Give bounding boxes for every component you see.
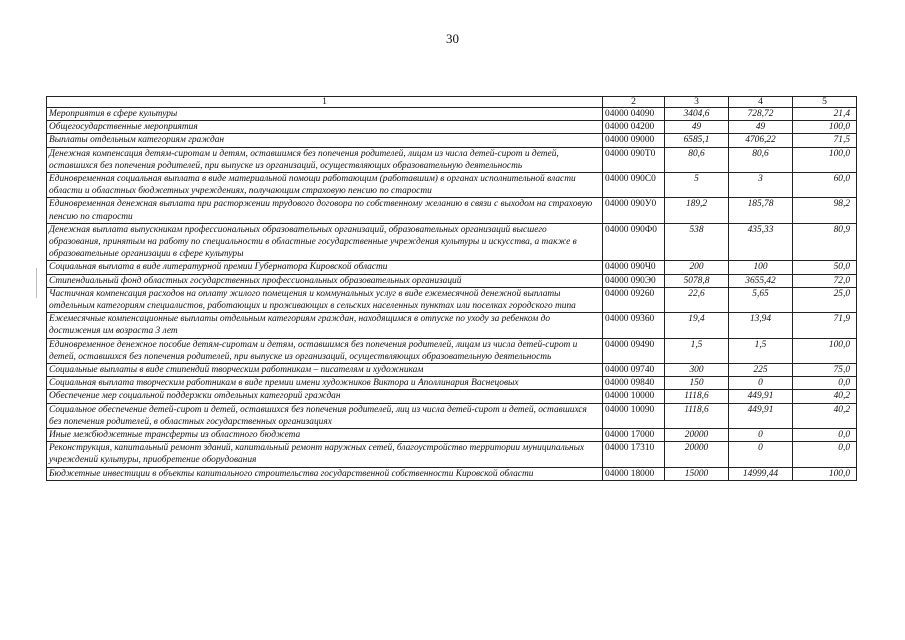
row-plan-cell: 5 — [665, 173, 729, 198]
row-fact-cell: 1,5 — [729, 338, 793, 363]
row-name-cell: Социальная выплата творческим работникам в виде премии имени художников Виктора и Аполлинария Васнецовых — [47, 377, 603, 390]
row-name-cell: Иные межбюджетные трансферты из областного бюджета — [47, 429, 603, 442]
row-code-cell: 04000 09840 — [603, 377, 665, 390]
row-percent-cell: 0,0 — [793, 442, 857, 467]
row-plan-cell: 538 — [665, 223, 729, 261]
header-col-3: 3 — [665, 97, 729, 108]
table-row — [47, 173, 857, 198]
header-col-5: 5 — [793, 97, 857, 108]
row-plan-cell: 1118,6 — [665, 403, 729, 428]
row-name-cell: Обеспечение мер социальной поддержки отдельных категорий граждан — [47, 390, 603, 403]
table-row — [47, 313, 857, 338]
row-fact-cell: 0 — [729, 429, 793, 442]
table-row — [47, 377, 857, 390]
row-name-cell: Денежная компенсация детям-сиротам и детям, оставшимся без попечения родителей, лицам из числа детей-сирот и детей, оставшихся без попечения родителей, при выпуске из организаций, осуществляющих образовательную деятельность — [47, 147, 603, 172]
row-fact-cell: 449,91 — [729, 403, 793, 428]
row-name-cell: Общегосударственные мероприятия — [47, 121, 603, 134]
row-percent-cell: 40,2 — [793, 403, 857, 428]
row-fact-cell: 5,65 — [729, 287, 793, 312]
row-plan-cell: 150 — [665, 377, 729, 390]
row-name-cell: Стипендиальный фонд областных государственных профессиональных образовательных организаций — [47, 274, 603, 287]
row-percent-cell: 80,9 — [793, 223, 857, 261]
row-percent-cell: 40,2 — [793, 390, 857, 403]
table-row — [47, 223, 857, 261]
row-name-cell: Единовременная денежная выплата при расторжении трудового договора по собственному желанию в связи с выходом на страховую пенсию по старости — [47, 198, 603, 223]
row-code-cell: 04000 090Ч0 — [603, 261, 665, 274]
row-code-cell: 04000 09490 — [603, 338, 665, 363]
row-percent-cell: 0,0 — [793, 377, 857, 390]
row-code-cell: 04000 090Ф0 — [603, 223, 665, 261]
table-row — [47, 338, 857, 363]
row-percent-cell: 75,0 — [793, 364, 857, 377]
row-code-cell: 04000 090У0 — [603, 198, 665, 223]
row-fact-cell: 3655,42 — [729, 274, 793, 287]
row-code-cell: 04000 18000 — [603, 467, 665, 480]
table-row — [47, 287, 857, 312]
row-plan-cell: 300 — [665, 364, 729, 377]
row-fact-cell: 435,33 — [729, 223, 793, 261]
row-code-cell: 04000 10000 — [603, 390, 665, 403]
row-plan-cell: 200 — [665, 261, 729, 274]
row-name-cell: Бюджетные инвестиции в объекты капитального строительства государственной собственности Кировской области — [47, 467, 603, 480]
row-percent-cell: 60,0 — [793, 173, 857, 198]
row-name-cell: Социальная выплата в виде литературной премии Губернатора Кировской области — [47, 261, 603, 274]
row-plan-cell: 189,2 — [665, 198, 729, 223]
row-percent-cell: 25,0 — [793, 287, 857, 312]
row-code-cell: 04000 17310 — [603, 442, 665, 467]
row-plan-cell: 6585,1 — [665, 134, 729, 147]
row-percent-cell: 71,5 — [793, 134, 857, 147]
row-code-cell: 04000 04200 — [603, 121, 665, 134]
table-row — [47, 429, 857, 442]
row-percent-cell: 72,0 — [793, 274, 857, 287]
table-row — [47, 261, 857, 274]
row-percent-cell: 100,0 — [793, 338, 857, 363]
row-percent-cell: 100,0 — [793, 467, 857, 480]
row-name-cell: Социальные выплаты в виде стипендий творческим работникам – писателям и художникам — [47, 364, 603, 377]
row-percent-cell: 100,0 — [793, 121, 857, 134]
table-row — [47, 121, 857, 134]
row-percent-cell: 71,9 — [793, 313, 857, 338]
row-percent-cell: 21,4 — [793, 108, 857, 121]
row-plan-cell: 15000 — [665, 467, 729, 480]
row-fact-cell: 0 — [729, 377, 793, 390]
header-col-4: 4 — [729, 97, 793, 108]
table-row — [47, 403, 857, 428]
row-code-cell: 04000 09360 — [603, 313, 665, 338]
row-fact-cell: 100 — [729, 261, 793, 274]
row-name-cell: Мероприятия в сфере культуры — [47, 108, 603, 121]
header-col-1: 1 — [47, 97, 603, 108]
row-percent-cell: 50,0 — [793, 261, 857, 274]
row-fact-cell: 4706,22 — [729, 134, 793, 147]
row-plan-cell: 1118,6 — [665, 390, 729, 403]
row-code-cell: 04000 090С0 — [603, 173, 665, 198]
row-name-cell: Выплаты отдельным категориям граждан — [47, 134, 603, 147]
row-name-cell: Ежемесячные компенсационные выплаты отдельным категориям граждан, находящимся в отпуске по уходу за ребенком до достижения им возраста 3 лет — [47, 313, 603, 338]
row-plan-cell: 22,6 — [665, 287, 729, 312]
row-fact-cell: 185,78 — [729, 198, 793, 223]
row-name-cell: Денежная выплата выпускникам профессиональных образовательных организаций, образовательных организаций высшего образования, принятым на работу по специальности в областные государственные учреждения культуры и искусства, а также в образовательные организации в сфере культуры — [47, 223, 603, 261]
page-number: 30 — [446, 31, 459, 46]
row-plan-cell: 3404,6 — [665, 108, 729, 121]
row-plan-cell: 20000 — [665, 442, 729, 467]
row-percent-cell: 100,0 — [793, 147, 857, 172]
row-plan-cell: 19,4 — [665, 313, 729, 338]
row-fact-cell: 3 — [729, 173, 793, 198]
row-code-cell: 04000 09260 — [603, 287, 665, 312]
table-row — [47, 467, 857, 480]
row-name-cell: Единовременное денежное пособие детям-сиротам и детям, оставшимся без попечения родителей, лицам из числа детей-сирот и детей, оставшихся без попечения родителей, при выпуске из организаций, осуществляющих образовательную деятельность — [47, 338, 603, 363]
table-row — [47, 364, 857, 377]
row-code-cell: 04000 09740 — [603, 364, 665, 377]
row-name-cell: Социальное обеспечение детей-сирот и детей, оставшихся без попечения родителей, лиц из числа детей-сирот и детей, оставшихся без попечения родителей, в областных государственных организациях — [47, 403, 603, 428]
row-fact-cell: 14999,44 — [729, 467, 793, 480]
row-plan-cell: 49 — [665, 121, 729, 134]
row-fact-cell: 728,72 — [729, 108, 793, 121]
table-row — [47, 274, 857, 287]
row-fact-cell: 0 — [729, 442, 793, 467]
row-code-cell: 04000 04090 — [603, 108, 665, 121]
row-code-cell: 04000 10090 — [603, 403, 665, 428]
row-plan-cell: 80,6 — [665, 147, 729, 172]
row-code-cell: 04000 090Т0 — [603, 147, 665, 172]
row-fact-cell: 449,91 — [729, 390, 793, 403]
table-row — [47, 134, 857, 147]
row-fact-cell: 225 — [729, 364, 793, 377]
row-plan-cell: 5078,8 — [665, 274, 729, 287]
table-row — [47, 390, 857, 403]
row-plan-cell: 20000 — [665, 429, 729, 442]
budget-execution-table — [46, 96, 857, 481]
header-col-2: 2 — [603, 97, 665, 108]
row-code-cell: 04000 17000 — [603, 429, 665, 442]
row-code-cell: 04000 09000 — [603, 134, 665, 147]
row-name-cell: Реконструкция, капитальный ремонт зданий, капитальный ремонт наружных сетей, благоустройство территории муниципальных учреждений культуры, приобретение оборудования — [47, 442, 603, 467]
row-fact-cell: 13,94 — [729, 313, 793, 338]
row-percent-cell: 0,0 — [793, 429, 857, 442]
table-header-row — [47, 97, 857, 108]
row-plan-cell: 1,5 — [665, 338, 729, 363]
row-code-cell: 04000 090Э0 — [603, 274, 665, 287]
row-name-cell: Единовременная социальная выплата в виде материальной помощи работающим (работавшим) в органах исполнительной власти области и областных бюджетных учреждениях, получающим страховую пенсию по старости — [47, 173, 603, 198]
row-fact-cell: 80,6 — [729, 147, 793, 172]
row-fact-cell: 49 — [729, 121, 793, 134]
table-row — [47, 442, 857, 467]
table-row — [47, 198, 857, 223]
scan-artifact — [36, 268, 37, 298]
table-row — [47, 108, 857, 121]
table-row — [47, 147, 857, 172]
row-name-cell: Частичная компенсация расходов на оплату жилого помещения и коммунальных услуг в виде ежемесячной денежной выплаты отдельным категориям специалистов, работающих и проживающих в сельских населенных пунктах или поселках городского типа — [47, 287, 603, 312]
row-percent-cell: 98,2 — [793, 198, 857, 223]
